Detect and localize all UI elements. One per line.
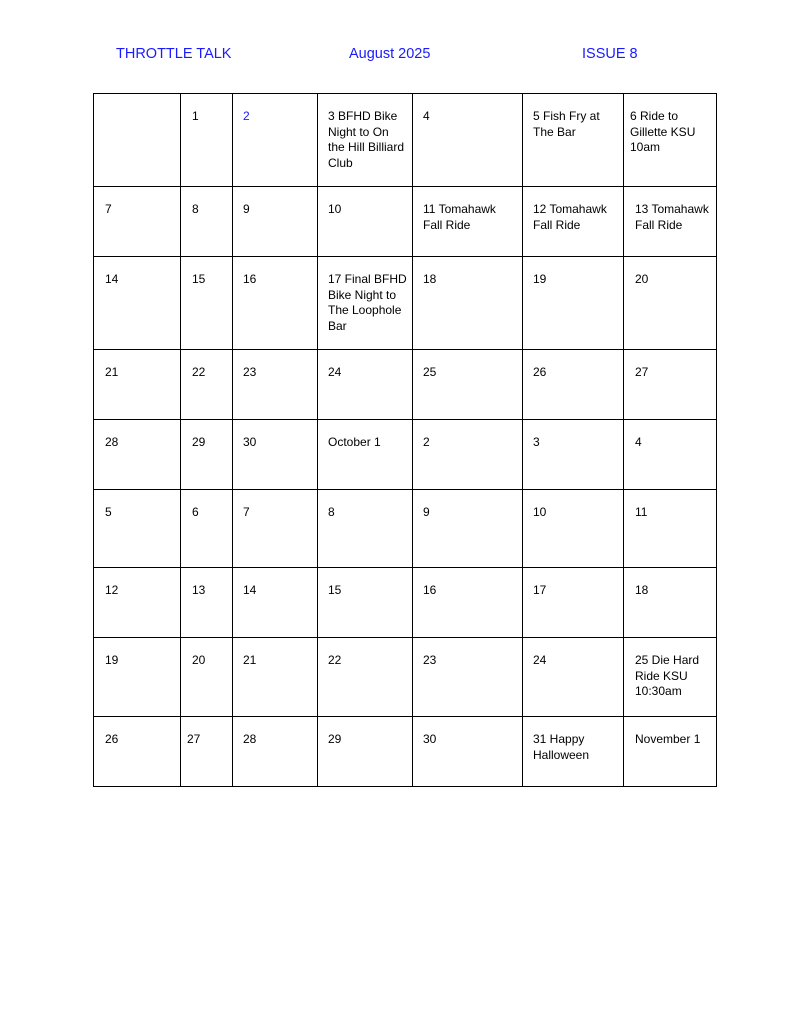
- calendar-event-cell: 11 Tomahawk Fall Ride: [423, 202, 496, 232]
- calendar-day-cell: 12: [105, 583, 119, 597]
- calendar-day-cell: 5: [105, 505, 112, 519]
- calendar-day-cell: 9: [243, 202, 250, 216]
- calendar-day-cell: 18: [635, 583, 649, 597]
- calendar-day-cell: 10: [328, 202, 342, 216]
- calendar-day-cell: 20: [192, 653, 206, 667]
- newsletter-title: THROTTLE TALK: [116, 46, 232, 62]
- calendar-day-cell: 2: [423, 435, 430, 449]
- calendar-day-cell: 30: [243, 435, 257, 449]
- calendar-event-cell: 17 Final BFHD Bike Night to The Loophole Bar: [328, 272, 407, 333]
- calendar-day-cell: 7: [243, 505, 250, 519]
- calendar-day-cell: 24: [533, 653, 547, 667]
- calendar-day-cell: 1: [192, 109, 199, 123]
- calendar-day-cell: 16: [423, 583, 437, 597]
- issue-number: ISSUE 8: [582, 46, 638, 62]
- calendar-day-cell: 24: [328, 365, 342, 379]
- calendar-day-cell: 11: [635, 505, 648, 519]
- calendar-day-cell: 16: [243, 272, 257, 286]
- calendar-day-cell: 18: [423, 272, 437, 286]
- calendar-day-cell: 4: [423, 109, 430, 123]
- calendar-week-row: [94, 257, 717, 350]
- calendar-day-cell-highlighted: 2: [243, 109, 250, 123]
- calendar-day-cell: 23: [243, 365, 257, 379]
- calendar-week-row: [94, 490, 717, 568]
- calendar-day-cell: 8: [192, 202, 199, 216]
- calendar-week-row: [94, 350, 717, 420]
- calendar-day-cell: 8: [328, 505, 335, 519]
- calendar-day-cell: 21: [105, 365, 119, 379]
- calendar-day-cell: 15: [192, 272, 206, 286]
- calendar-day-cell: 6: [192, 505, 199, 519]
- calendar-day-cell: 22: [328, 653, 342, 667]
- calendar-event-cell: 6 Ride to Gillette KSU 10am: [630, 109, 696, 154]
- calendar-day-cell: 19: [533, 272, 547, 286]
- calendar-day-cell: 20: [635, 272, 649, 286]
- calendar-day-cell: 14: [243, 583, 257, 597]
- calendar-day-cell: 15: [328, 583, 342, 597]
- calendar-event-cell: 5 Fish Fry at The Bar: [533, 109, 600, 139]
- calendar-day-cell: 30: [423, 732, 437, 746]
- calendar-day-cell: October 1: [328, 435, 381, 449]
- calendar-day-cell: 22: [192, 365, 206, 379]
- event-calendar: [93, 93, 717, 787]
- calendar-event-cell: 3 BFHD Bike Night to On the Hill Billiard Club: [328, 109, 405, 170]
- calendar-event-cell: 13 Tomahawk Fall Ride: [635, 202, 709, 232]
- calendar-day-cell: 9: [423, 505, 430, 519]
- calendar-day-cell: 25: [423, 365, 437, 379]
- calendar-day-cell: November 1: [635, 732, 701, 746]
- calendar-day-cell: 28: [243, 732, 257, 746]
- calendar-week-row: [94, 638, 717, 717]
- calendar-day-cell: 29: [328, 732, 342, 746]
- calendar-day-cell: 17: [533, 583, 547, 597]
- calendar-week-row: [94, 94, 717, 187]
- calendar-week-row: [94, 717, 717, 787]
- calendar-event-cell: 31 Happy Halloween: [533, 732, 590, 762]
- month-heading: August 2025: [349, 46, 431, 62]
- calendar-week-row: [94, 420, 717, 490]
- calendar-week-row: [94, 187, 717, 257]
- calendar-day-cell: 13: [192, 583, 206, 597]
- calendar-day-cell: 26: [105, 732, 119, 746]
- calendar-day-cell: 10: [533, 505, 547, 519]
- calendar-day-cell: 7: [105, 202, 112, 216]
- calendar-event-cell: 12 Tomahawk Fall Ride: [533, 202, 607, 232]
- calendar-day-cell: 19: [105, 653, 119, 667]
- calendar-day-cell: 21: [243, 653, 257, 667]
- calendar-day-cell: 29: [192, 435, 206, 449]
- calendar-day-cell: 27: [187, 732, 201, 746]
- calendar-day-cell: 28: [105, 435, 119, 449]
- calendar-day-cell: 14: [105, 272, 119, 286]
- calendar-day-cell: 3: [533, 435, 540, 449]
- calendar-day-cell: 27: [635, 365, 649, 379]
- calendar-event-cell: 25 Die Hard Ride KSU 10:30am: [635, 653, 700, 698]
- calendar-day-cell: [94, 94, 180, 109]
- calendar-week-row: [94, 568, 717, 638]
- calendar-day-cell: 23: [423, 653, 437, 667]
- calendar-day-cell: 4: [635, 435, 642, 449]
- calendar-day-cell: 26: [533, 365, 547, 379]
